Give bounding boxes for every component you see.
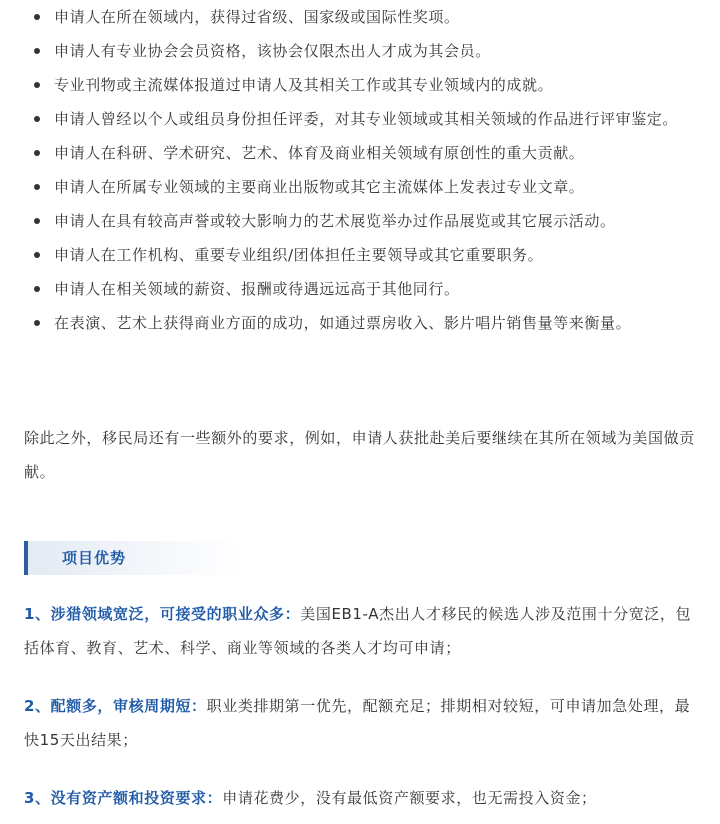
section-accent-bar — [24, 541, 28, 575]
criteria-list — [34, 0, 700, 340]
advantage-heading: 1、涉猎领域宽泛，可接受的职业众多： — [24, 605, 301, 623]
bullet-dot-icon — [34, 116, 40, 122]
list-item-text: 申请人在科研、学术研究、艺术、体育及商业相关领域有原创性的重大贡献。 — [54, 144, 585, 162]
bullet-dot-icon — [34, 48, 40, 54]
advantage-heading: 3、没有资产额和投资要求： — [24, 789, 223, 807]
advantage-text: 申请花费少，没有最低资产额要求，也无需投入资金； — [222, 789, 597, 807]
section-header — [24, 541, 244, 575]
list-item — [34, 0, 700, 34]
list-item — [34, 306, 700, 340]
advantage-item-3 — [24, 781, 700, 815]
list-item — [34, 68, 700, 102]
extra-requirements-paragraph: 除此之外，移民局还有一些额外的要求，例如，申请人获批赴美后要继续在其所在领域为美国做贡献。 — [24, 429, 695, 481]
list-item-text: 申请人有专业协会会员资格，该协会仅限杰出人才成为其会员。 — [54, 42, 491, 60]
advantage-item-1 — [24, 597, 700, 665]
section-title: 项目优势 — [62, 549, 127, 567]
bullet-dot-icon — [34, 286, 40, 292]
advantage-text: 美国EB1-A杰出人才移民的候选人涉及范围十分宽泛，包括体育、教育、艺术、科学、商业等领域的各类人才均可申请； — [24, 605, 692, 657]
list-item — [34, 238, 700, 272]
bullet-dot-icon — [34, 252, 40, 258]
bullet-dot-icon — [34, 82, 40, 88]
list-item-text: 申请人在所属专业领域的主要商业出版物或其它主流媒体上发表过专业文章。 — [54, 178, 585, 196]
list-item-text: 申请人在工作机构、重要专业组织/团体担任主要领导或其它重要职务。 — [54, 246, 544, 264]
list-item — [34, 136, 700, 170]
list-item — [34, 170, 700, 204]
bullet-dot-icon — [34, 320, 40, 326]
list-item-text: 申请人在所在领域内，获得过省级、国家级或国际性奖项。 — [54, 8, 460, 26]
list-item-text: 申请人曾经以个人或组员身份担任评委，对其专业领域或其相关领域的作品进行评审鉴定。 — [54, 110, 679, 128]
list-item-text: 在表演、艺术上获得商业方面的成功，如通过票房收入、影片唱片销售量等来衡量。 — [54, 314, 632, 332]
list-item — [34, 272, 700, 306]
list-item — [34, 204, 700, 238]
advantage-heading: 2、配额多，审核周期短： — [24, 697, 207, 715]
list-item — [34, 34, 700, 68]
list-item-text: 申请人在相关领域的薪资、报酬或待遇远远高于其他同行。 — [54, 280, 460, 298]
list-item-text: 专业刊物或主流媒体报道过申请人及其相关工作或其专业领域内的成就。 — [54, 76, 554, 94]
list-item-text: 申请人在具有较高声誉或较大影响力的艺术展览举办过作品展览或其它展示活动。 — [54, 212, 616, 230]
advantage-item-2 — [24, 689, 700, 757]
bullet-dot-icon — [34, 150, 40, 156]
advantage-text: 职业类排期第一优先，配额充足；排期相对较短，可申请加急处理，最快15天出结果； — [24, 697, 691, 749]
bullet-dot-icon — [34, 184, 40, 190]
list-item — [34, 102, 700, 136]
bullet-dot-icon — [34, 14, 40, 20]
bullet-dot-icon — [34, 218, 40, 224]
